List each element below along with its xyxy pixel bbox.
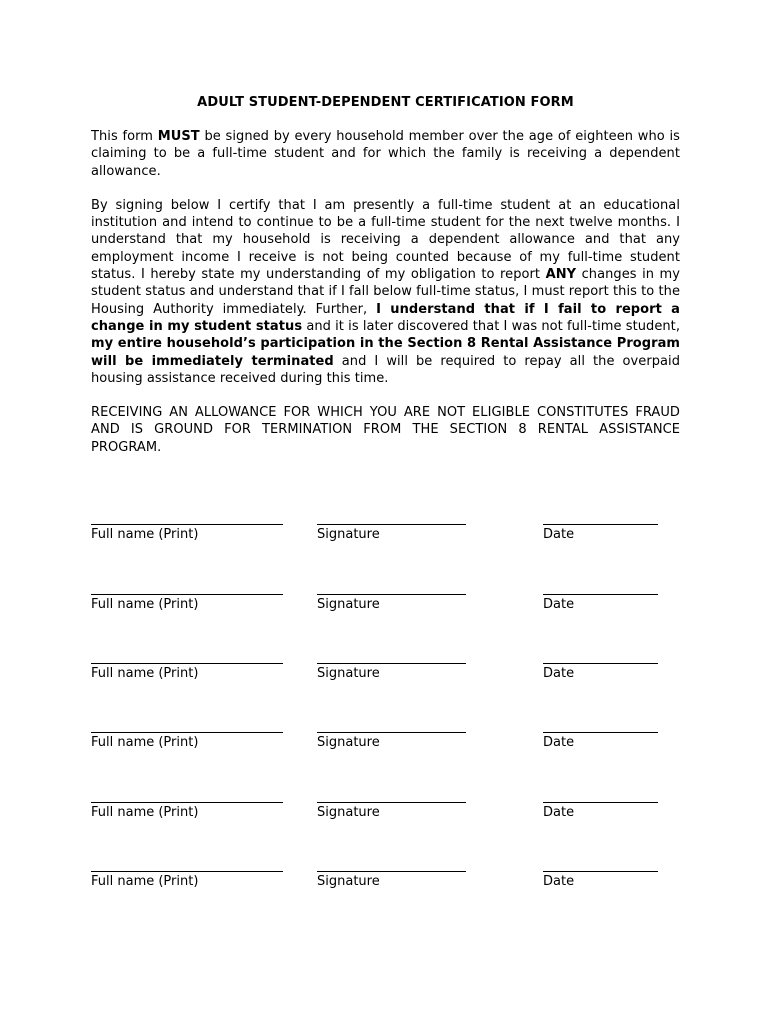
full-name-field[interactable] bbox=[91, 860, 283, 872]
paragraph-text: changes in my student status and understand that if I fall below full-time status, I must report this to the Housing Authority immediately. Further, bbox=[91, 267, 681, 317]
full-name-field[interactable] bbox=[91, 652, 283, 664]
signature-field[interactable] bbox=[317, 791, 466, 803]
signature-field[interactable] bbox=[317, 860, 466, 872]
emphasized-text: my entire household’s participation in the Section 8 Rental Assistance Program will be immediately terminated bbox=[91, 336, 680, 369]
signature-field-group bbox=[317, 721, 466, 751]
full-name-field-group bbox=[91, 721, 283, 751]
signature-row bbox=[91, 583, 691, 617]
date-field-group bbox=[543, 652, 658, 682]
date-field-group bbox=[543, 860, 658, 890]
signature-row bbox=[91, 513, 691, 547]
date-field-group bbox=[543, 791, 658, 821]
date-label: Date bbox=[543, 874, 575, 889]
signature-label: Signature bbox=[317, 805, 380, 820]
signature-row bbox=[91, 721, 691, 755]
date-label: Date bbox=[543, 597, 575, 612]
paragraph-text: and I will be required to repay all the overpaid housing assistance received during this time. bbox=[91, 353, 680, 386]
date-field[interactable] bbox=[543, 583, 658, 595]
signature-row bbox=[91, 860, 691, 894]
date-field[interactable] bbox=[543, 652, 658, 664]
date-field-group bbox=[543, 721, 658, 751]
emphasized-text: I understand that if I fail to report a change in my student status bbox=[91, 301, 680, 334]
signature-label: Signature bbox=[317, 597, 380, 612]
full-name-field[interactable] bbox=[91, 791, 283, 803]
signature-field[interactable] bbox=[317, 513, 466, 525]
intro-paragraph bbox=[91, 128, 680, 180]
date-field-group bbox=[543, 513, 658, 543]
date-field-group bbox=[543, 583, 658, 613]
signature-label: Signature bbox=[317, 527, 380, 542]
date-field[interactable] bbox=[543, 513, 658, 525]
signature-label: Signature bbox=[317, 874, 380, 889]
paragraph-text: By signing below I certify that I am presently a full-time student at an educational institution and intend to continue to be a full-time student for the next twelve months. I understand that my household is receiving a dependent allowance and that any employment income I receive is not being counted because of my full-time student status. I hereby state my understanding of my obligation to report bbox=[91, 197, 680, 283]
paragraph-text: be signed by every household member over the age of eighteen who is claiming to be a full-time student and for which the family is receiving a dependent allowance. bbox=[91, 129, 681, 179]
date-label: Date bbox=[543, 666, 575, 681]
date-label: Date bbox=[543, 527, 575, 542]
signature-field-group bbox=[317, 791, 466, 821]
signature-field-group bbox=[317, 513, 466, 543]
form-title: ADULT STUDENT-DEPENDENT CERTIFICATION FORM bbox=[197, 95, 574, 110]
date-field[interactable] bbox=[543, 860, 658, 872]
full-name-field-group bbox=[91, 791, 283, 821]
full-name-field-group bbox=[91, 860, 283, 890]
date-label: Date bbox=[543, 735, 575, 750]
date-field[interactable] bbox=[543, 791, 658, 803]
certification-paragraph bbox=[91, 197, 680, 387]
full-name-label: Full name (Print) bbox=[91, 597, 199, 612]
signature-field-group bbox=[317, 583, 466, 613]
signature-field[interactable] bbox=[317, 583, 466, 595]
signature-field-group bbox=[317, 860, 466, 890]
form-body bbox=[91, 95, 680, 473]
full-name-field[interactable] bbox=[91, 721, 283, 733]
full-name-field-group bbox=[91, 652, 283, 682]
date-label: Date bbox=[543, 805, 575, 820]
signature-row bbox=[91, 652, 691, 686]
emphasized-text: ANY bbox=[545, 267, 577, 283]
date-field[interactable] bbox=[543, 721, 658, 733]
warning-paragraph: RECEIVING AN ALLOWANCE FOR WHICH YOU ARE NOT ELIGIBLE CONSTITUTES FRAUD AND IS GROUND FOR TERMINATION FROM THE SECTION 8 RENTAL ASSISTANCE PROGRAM. bbox=[91, 405, 680, 455]
full-name-label: Full name (Print) bbox=[91, 874, 199, 889]
signature-field[interactable] bbox=[317, 721, 466, 733]
full-name-field-group bbox=[91, 583, 283, 613]
full-name-field[interactable] bbox=[91, 513, 283, 525]
signature-field[interactable] bbox=[317, 652, 466, 664]
full-name-field-group bbox=[91, 513, 283, 543]
full-name-label: Full name (Print) bbox=[91, 735, 199, 750]
signature-label: Signature bbox=[317, 666, 380, 681]
full-name-label: Full name (Print) bbox=[91, 805, 199, 820]
signature-label: Signature bbox=[317, 735, 380, 750]
paragraph-text: and it is later discovered that I was not full-time student, bbox=[302, 318, 681, 334]
full-name-field[interactable] bbox=[91, 583, 283, 595]
emphasized-text: MUST bbox=[157, 129, 200, 144]
paragraph-text: This form bbox=[91, 129, 158, 144]
full-name-label: Full name (Print) bbox=[91, 666, 199, 681]
signature-row bbox=[91, 791, 691, 825]
signature-field-group bbox=[317, 652, 466, 682]
full-name-label: Full name (Print) bbox=[91, 527, 199, 542]
